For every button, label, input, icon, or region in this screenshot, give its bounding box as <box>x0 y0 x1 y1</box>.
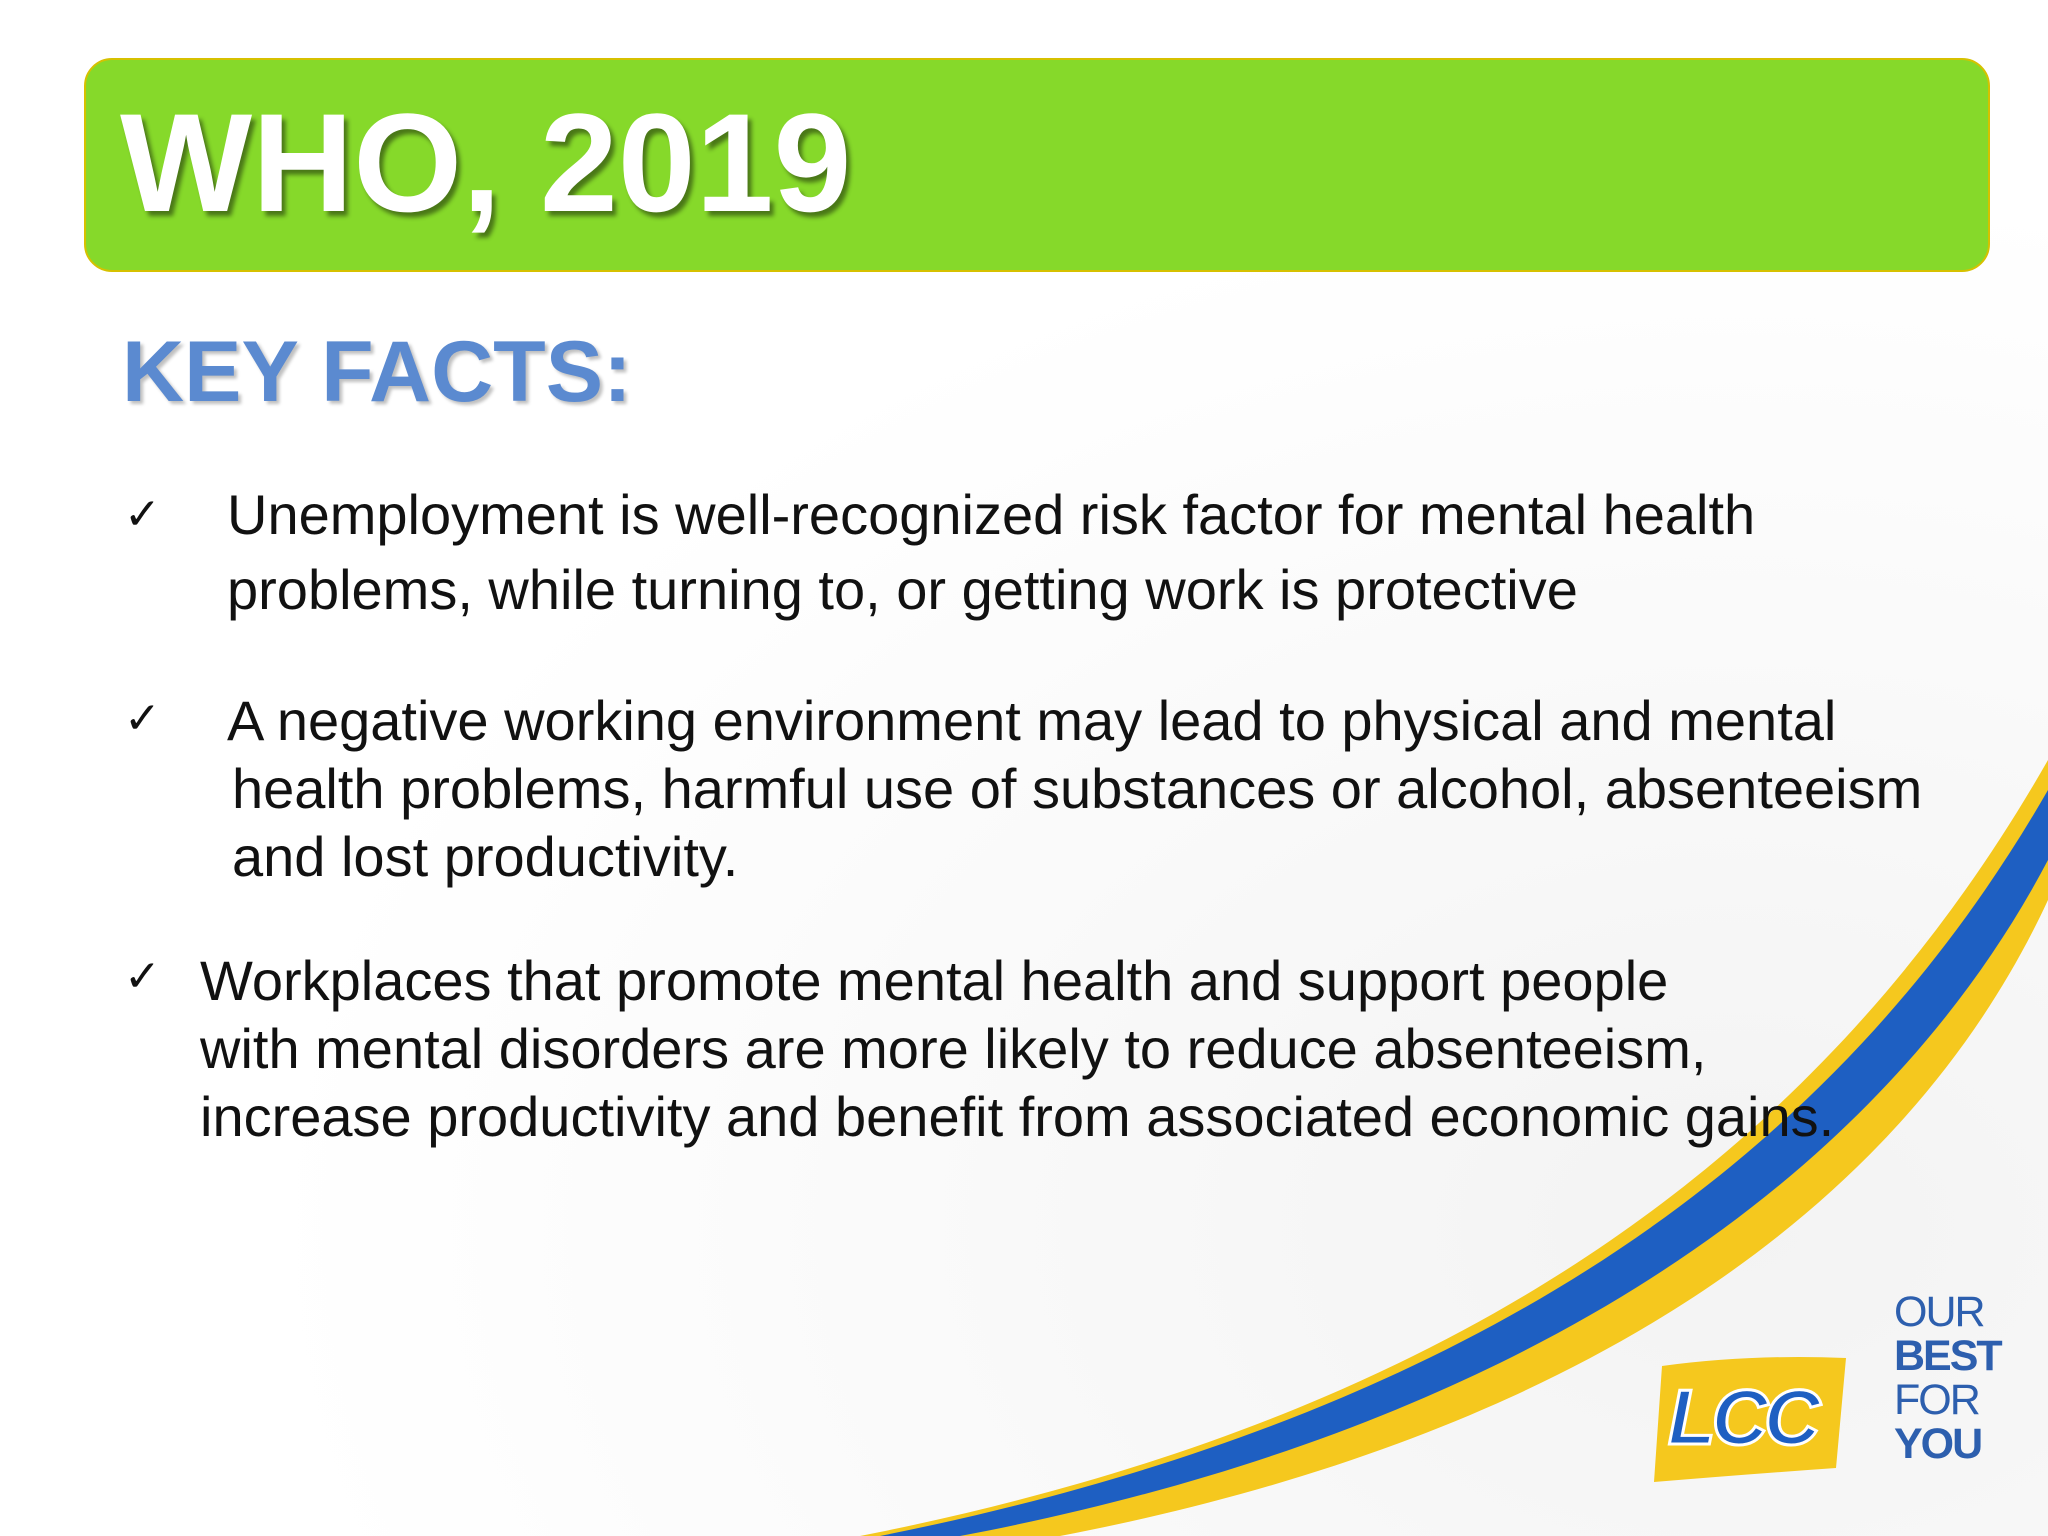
logo-tagline <box>1894 1290 2001 1466</box>
tagline-line-4: YOU <box>1894 1420 1982 1468</box>
slide-title: WHO, 2019 <box>120 84 852 241</box>
key-facts-heading: KEY FACTS: <box>122 324 632 420</box>
fact-2-line-1: A negative working environment may lead to physical and mental <box>227 689 1837 752</box>
fact-1-line-2: problems, while turning to, or getting work is protective <box>227 558 1578 621</box>
fact-2-line-3: and lost productivity. <box>232 825 739 888</box>
lcc-logo <box>1650 1288 2001 1510</box>
tagline-line-2: BEST <box>1894 1332 2001 1380</box>
fact-3-line-3: increase productivity and benefit from associated economic gains. <box>200 1085 1835 1148</box>
checkmark-icon: ✓ <box>124 951 161 1002</box>
fact-2-line-2: health problems, harmful use of substances or alcohol, absenteeism <box>232 757 1923 820</box>
checkmark-icon: ✓ <box>124 693 161 744</box>
fact-3-line-2: with mental disorders are more likely to reduce absenteeism, <box>200 1017 1707 1080</box>
fact-1-line-1: Unemployment is well-recognized risk factor for mental health <box>227 483 1756 546</box>
fact-3-line-1: Workplaces that promote mental health and support people <box>200 949 1669 1012</box>
tagline-line-3: FOR <box>1894 1376 1979 1424</box>
title-bar <box>84 58 1990 272</box>
checkmark-icon: ✓ <box>124 489 161 540</box>
tagline-line-1: OUR <box>1894 1288 1984 1336</box>
logo-brand-text: LCC <box>1668 1373 1817 1461</box>
